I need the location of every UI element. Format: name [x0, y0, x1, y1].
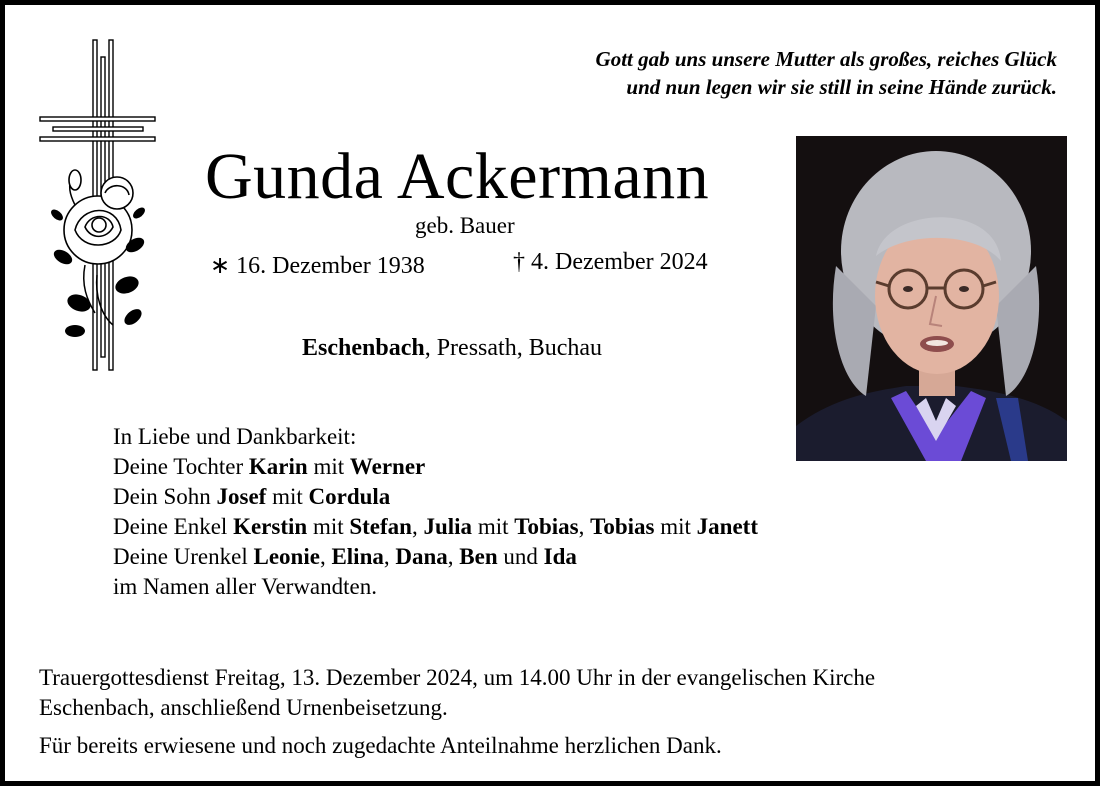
- mourner-line-4: [113, 542, 758, 572]
- text: Deine Enkel: [113, 514, 234, 539]
- service-line-2: Eschenbach, anschließend Urnenbeisetzung.: [39, 695, 448, 720]
- mourner-name: Julia: [423, 514, 473, 539]
- mourner-name: Werner: [349, 454, 426, 479]
- mourner-line-2: [113, 482, 758, 512]
- text: mit: [307, 514, 350, 539]
- service-line-1: Trauergottesdienst Freitag, 13. Dezember 2024, um 14.00 Uhr in der evangelischen Kirche: [39, 665, 876, 690]
- service-info: [39, 663, 875, 723]
- mourner-name: Ben: [459, 544, 498, 569]
- text: und: [497, 544, 544, 569]
- thanks-section: [113, 422, 758, 602]
- mourner-name: Josef: [216, 484, 267, 509]
- text: Dein Sohn: [113, 484, 217, 509]
- deceased-name: Gunda Ackermann: [205, 140, 710, 213]
- motto-line-1: Gott gab uns unsere Mutter als großes, reiches Glück: [595, 47, 1057, 71]
- text: mit: [472, 514, 515, 539]
- text: mit: [266, 484, 309, 509]
- text: ,: [411, 514, 424, 539]
- text: Deine Tochter: [113, 454, 249, 479]
- motto-line-2: und nun legen wir sie still in seine Hände zurück.: [626, 75, 1057, 99]
- places-rest: , Pressath, Buchau: [424, 335, 603, 361]
- mourner-name: Cordula: [308, 484, 391, 509]
- text: ,: [319, 544, 332, 569]
- text: ,: [383, 544, 396, 569]
- closing-thanks: Für bereits erwiesene und noch zugedachte Anteilnahme herzlichen Dank.: [39, 733, 722, 758]
- text: mit: [307, 454, 350, 479]
- death-date-text: 4. Dezember 2024: [531, 249, 708, 275]
- death-dagger-icon: †: [513, 249, 525, 275]
- mourner-name: Ida: [543, 544, 577, 569]
- cross-with-rose-icon: [35, 35, 160, 375]
- mourner-name: Janett: [696, 514, 758, 539]
- mourner-name: Elina: [331, 544, 384, 569]
- birth-star-icon: ∗: [210, 253, 231, 279]
- portrait-photo: [796, 136, 1067, 461]
- mourner-name: Leonie: [253, 544, 320, 569]
- text: Deine Urenkel: [113, 544, 254, 569]
- mourner-line-5: im Namen aller Verwandten.: [113, 574, 377, 599]
- mourner-name: Karin: [248, 454, 308, 479]
- mourner-line-1: [113, 452, 758, 482]
- text: mit: [654, 514, 697, 539]
- mourner-line-3: [113, 512, 758, 542]
- text: ,: [578, 514, 591, 539]
- places: [302, 335, 602, 362]
- death-date: [513, 249, 708, 276]
- mourner-name: Tobias: [514, 514, 579, 539]
- mourner-name: Kerstin: [233, 514, 308, 539]
- mourner-name: Tobias: [590, 514, 655, 539]
- maiden-name: geb. Bauer: [415, 213, 515, 238]
- text: ,: [447, 544, 460, 569]
- place-main: Eschenbach: [302, 335, 425, 361]
- motto: [596, 45, 1057, 101]
- mourner-name: Stefan: [349, 514, 412, 539]
- birth-date: [210, 251, 425, 280]
- mourner-name: Dana: [395, 544, 448, 569]
- thanks-intro: In Liebe und Dankbarkeit:: [113, 424, 357, 449]
- birth-date-text: 16. Dezember 1938: [236, 253, 425, 279]
